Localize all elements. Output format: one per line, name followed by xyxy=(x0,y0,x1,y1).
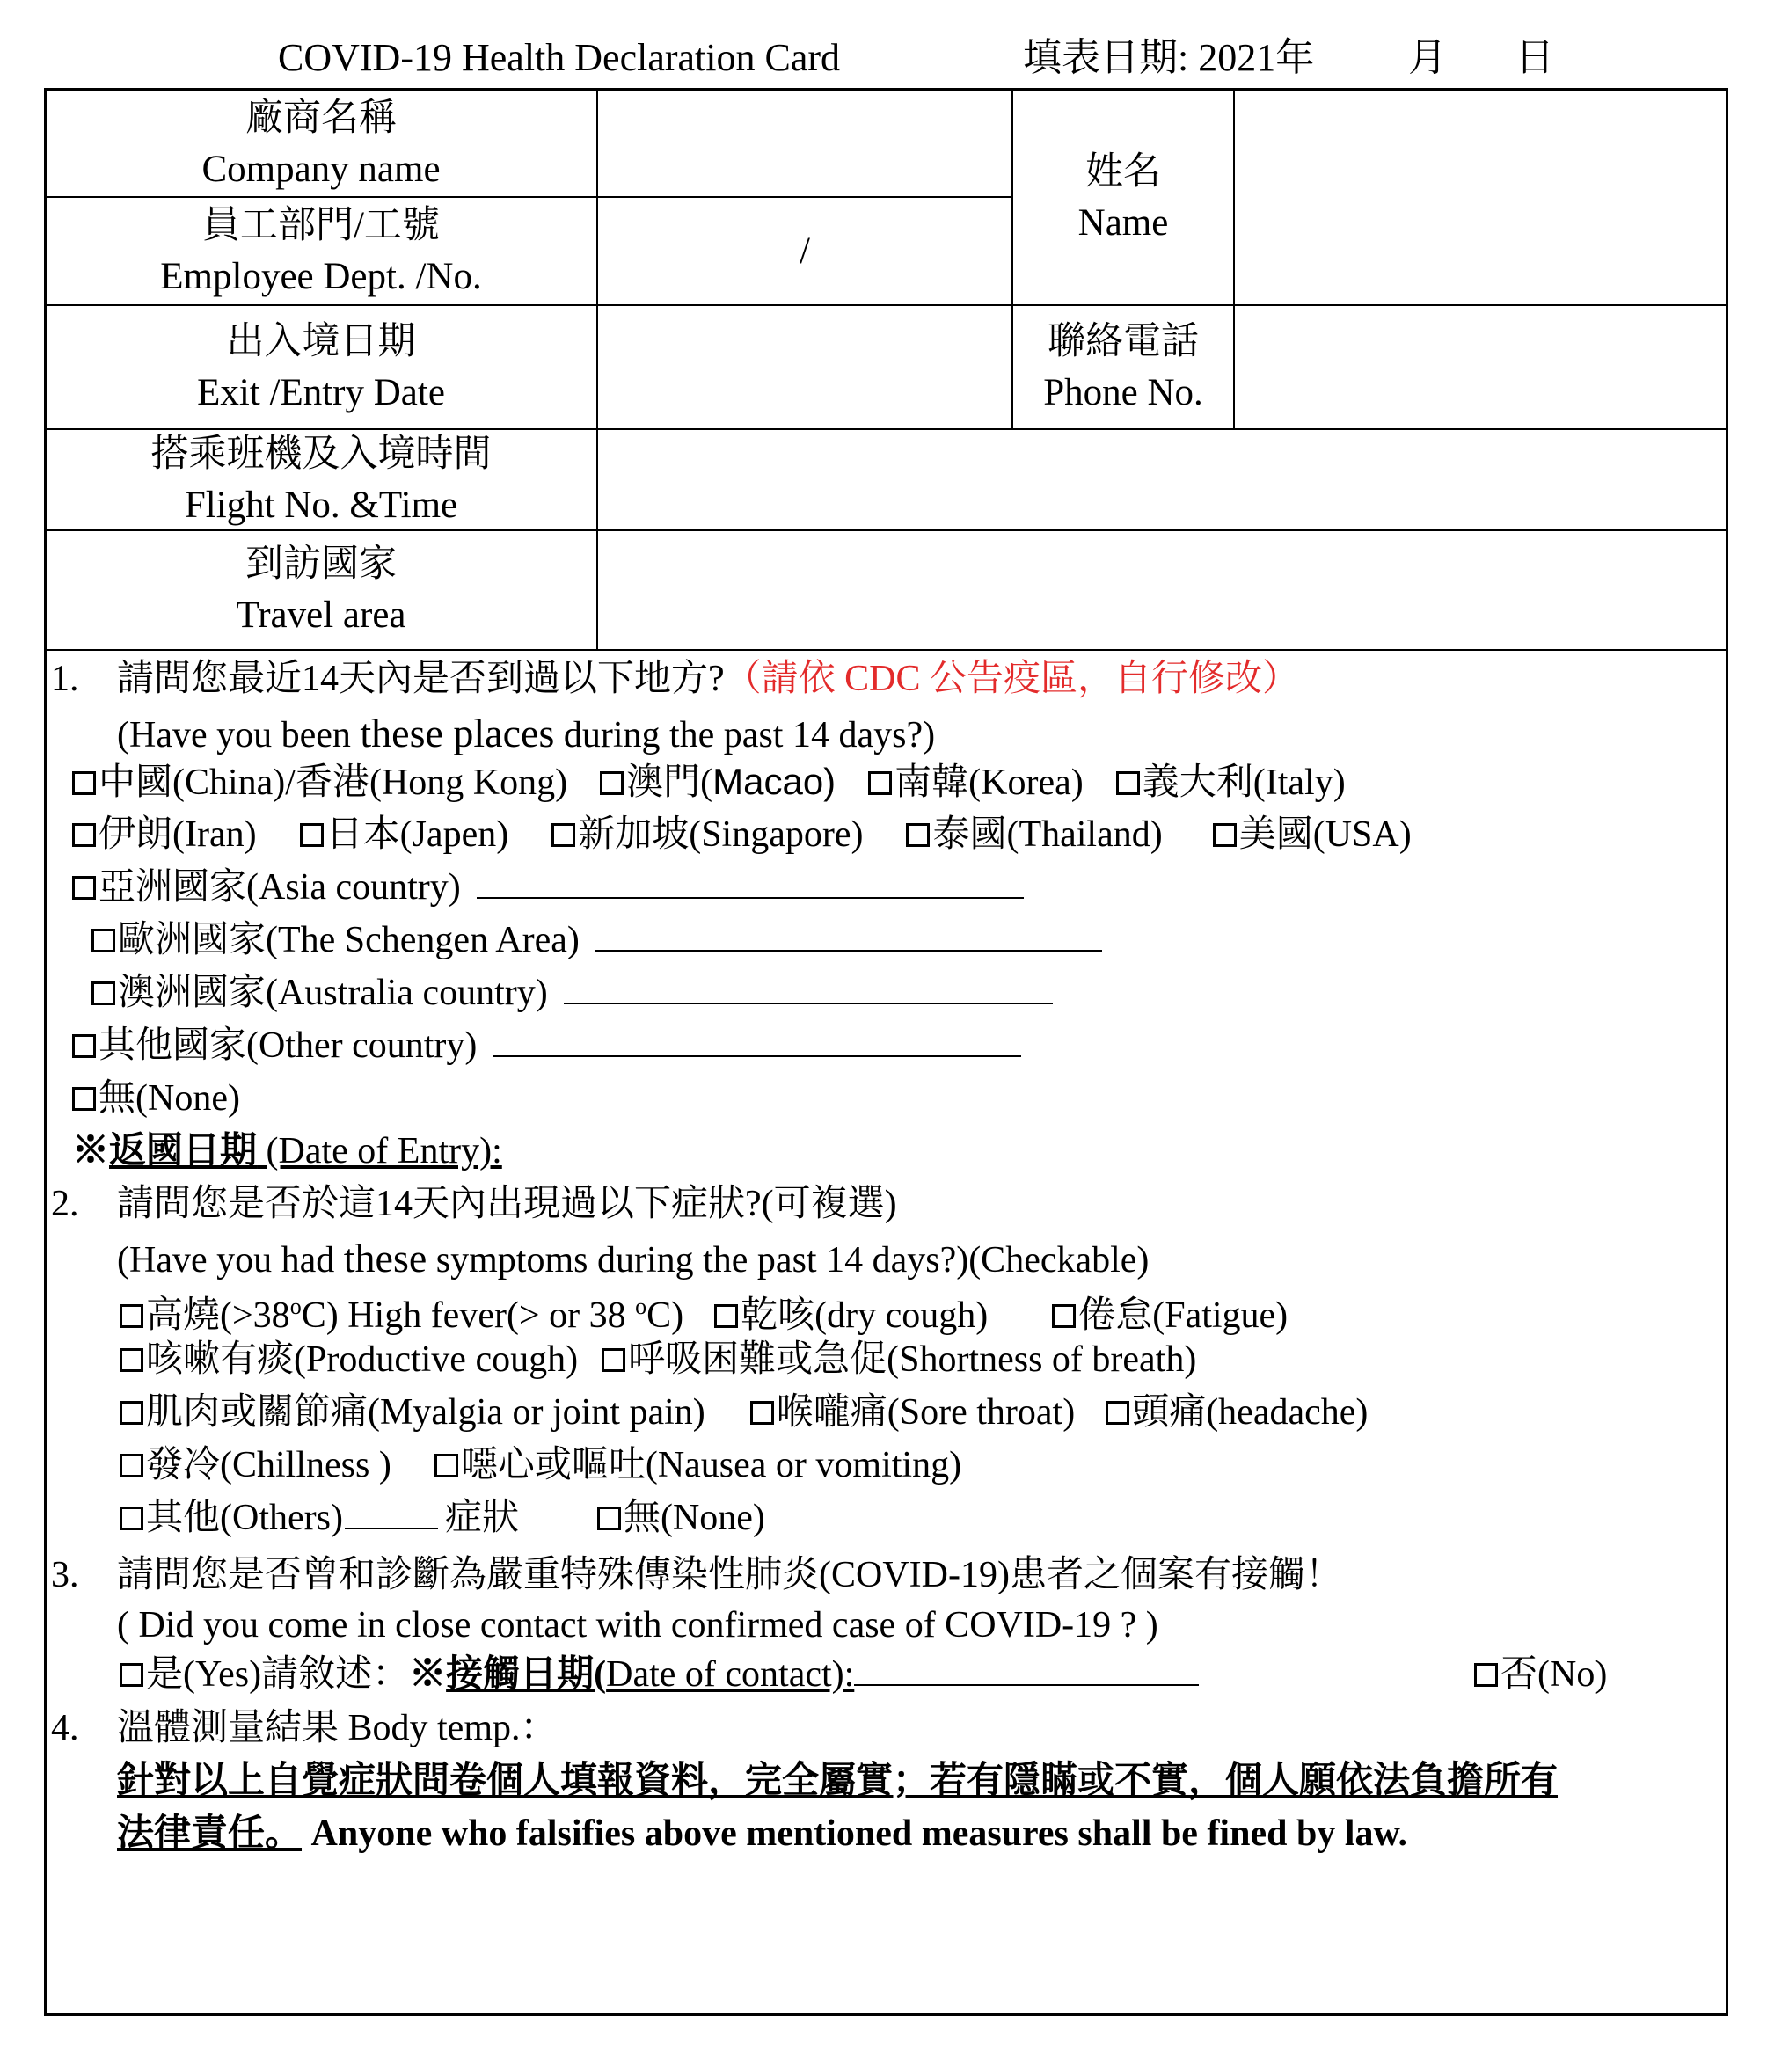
q2-question-en: (Have you had these symptoms during the past 14 days?)(Checkable) xyxy=(117,1236,1150,1280)
checkbox-other-country[interactable] xyxy=(72,1034,96,1058)
checkbox-others-symptom[interactable] xyxy=(120,1507,143,1530)
checkbox-none-q1[interactable] xyxy=(72,1087,96,1111)
month-label: 月 xyxy=(1408,36,1447,79)
checkbox-korea[interactable] xyxy=(868,771,892,795)
others-symptom-blank[interactable] xyxy=(345,1494,438,1529)
form-title: COVID-19 Health Declaration Card xyxy=(278,36,841,79)
checkbox-thailand[interactable] xyxy=(906,823,930,847)
declaration-line-2: 法律責任。 Anyone who falsifies above mentioned measures shall be fined by law. xyxy=(117,1813,1408,1854)
checkbox-asia[interactable] xyxy=(72,876,96,900)
company-name-label: 廠商名稱 Company name xyxy=(201,97,441,190)
declaration-line-1: 針對以上自覺症狀問卷個人填報資料，完全屬實；若有隱瞞或不實，個人願依法負擔所有 xyxy=(117,1761,1559,1801)
q3-option-yes: 是(Yes)請敘述：※接觸日期(Date of contact): xyxy=(120,1650,1199,1699)
phone-field[interactable] xyxy=(1235,306,1726,428)
checkbox-productive-cough[interactable] xyxy=(120,1348,143,1372)
q2-question: 請問您是否於這14天內出現過以下症狀?(可複選) xyxy=(117,1184,897,1224)
australia-country-blank[interactable] xyxy=(564,969,1053,1004)
checkbox-sore-throat[interactable] xyxy=(750,1401,774,1425)
checkbox-chillness[interactable] xyxy=(120,1454,143,1477)
company-name-field[interactable] xyxy=(598,91,1011,196)
checkbox-myalgia[interactable] xyxy=(120,1401,143,1425)
q3-number: 3. xyxy=(51,1555,79,1595)
checkbox-usa[interactable] xyxy=(1213,823,1237,847)
checkbox-shortness-of-breath[interactable] xyxy=(602,1348,625,1372)
employee-dept-label: 員工部門/工號 Employee Dept. /No. xyxy=(160,204,482,297)
q1-option-schengen: 歐洲國家(The Schengen Area) xyxy=(91,916,1102,965)
exit-entry-date-label: 出入境日期 Exit /Entry Date xyxy=(197,320,445,413)
q2-options-row-1: 高燒$(>38^oC)$ High fever(> or 38 $^o$C) 乾咳(dry cough) 倦怠(Fatigue) xyxy=(120,1282,1288,1340)
q1-option-other: 其他國家(Other country) xyxy=(72,1021,1021,1070)
q2-number: 2. xyxy=(51,1184,79,1224)
schengen-country-blank[interactable] xyxy=(595,916,1102,952)
q1-question: 請問您最近14天內是否到過以下地方?（請依 CDC 公告疫區，自行修改） xyxy=(117,659,1300,699)
q1-option-none: 無(None) xyxy=(72,1074,240,1123)
checkbox-australia[interactable] xyxy=(91,981,115,1005)
contact-date-blank[interactable] xyxy=(854,1651,1199,1686)
checkbox-dry-cough[interactable] xyxy=(714,1304,738,1328)
checkbox-contact-yes[interactable] xyxy=(120,1663,143,1687)
dept-slash: / xyxy=(800,230,810,272)
exit-entry-date-field[interactable] xyxy=(598,306,1011,428)
other-country-blank[interactable] xyxy=(493,1022,1021,1057)
q3-question: 請問您是否曾和診斷為嚴重特殊傳染性肺炎(COVID-19)患者之個案有接觸！ xyxy=(117,1555,1342,1595)
checkbox-iran[interactable] xyxy=(72,823,96,847)
q1-options-row-1: 中國(China)/香港(Hong Kong) 澳門(Macao) 南韓(Korea) 義大利(Italy) xyxy=(72,757,1346,807)
checkbox-high-fever[interactable] xyxy=(120,1304,143,1328)
q1-number: 1. xyxy=(51,659,79,699)
checkbox-schengen[interactable] xyxy=(91,929,115,952)
q3-option-no: 否(No) xyxy=(1474,1650,1607,1699)
q4-number: 4. xyxy=(51,1708,79,1748)
name-field[interactable] xyxy=(1235,91,1726,304)
q3-question-en: ( Did you come in close contact with confirmed case of COVID-19 ? ) xyxy=(117,1605,1158,1645)
checkbox-china[interactable] xyxy=(72,771,96,795)
q1-question-en: (Have you been these places during the past 14 days?) xyxy=(117,711,936,755)
checkbox-nausea[interactable] xyxy=(434,1454,458,1477)
q1-date-of-entry: ※返國日期 (Date of Entry): xyxy=(72,1131,502,1171)
q2-options-row-5: 其他(Others) 症狀 無(None) xyxy=(120,1493,765,1543)
employee-dept-field[interactable] xyxy=(598,198,1011,304)
q1-options-row-2: 伊朗(Iran) 日本(Japen) 新加坡(Singapore) 泰國(Thailand) 美國(USA) xyxy=(72,810,1412,859)
body-temp-label: 溫體測量結果 Body temp.： xyxy=(117,1708,558,1748)
checkbox-japan[interactable] xyxy=(300,823,324,847)
checkbox-headache[interactable] xyxy=(1106,1401,1129,1425)
q2-options-row-4: 發冷(Chillness ) 噁心或嘔吐(Nausea or vomiting) xyxy=(120,1441,961,1490)
q2-options-row-2: 咳嗽有痰(Productive cough) 呼吸困難或急促(Shortness of breath) xyxy=(120,1335,1196,1384)
flight-field[interactable] xyxy=(598,430,1726,529)
checkbox-macao[interactable] xyxy=(600,771,624,795)
checkbox-singapore[interactable] xyxy=(551,823,575,847)
flight-label: 搭乘班機及入境時間 Flight No. &Time xyxy=(150,433,492,526)
q1-option-asia: 亞洲國家(Asia country) xyxy=(72,863,1024,912)
checkbox-none-q2[interactable] xyxy=(597,1507,621,1530)
asia-country-blank[interactable] xyxy=(477,864,1024,899)
q1-red-note: （請依 CDC 公告疫區，自行修改） xyxy=(724,659,1300,699)
checkbox-fatigue[interactable] xyxy=(1052,1304,1076,1328)
fill-date-label: 填表日期: 2021年 xyxy=(1023,36,1315,79)
checkbox-contact-no[interactable] xyxy=(1474,1663,1498,1687)
day-label: 日 xyxy=(1515,36,1554,79)
checkbox-italy[interactable] xyxy=(1116,771,1140,795)
phone-label: 聯絡電話 Phone No. xyxy=(1043,320,1203,413)
q1-option-australia: 澳洲國家(Australia country) xyxy=(91,968,1053,1018)
travel-area-field[interactable] xyxy=(598,531,1726,649)
name-label: 姓名 Name xyxy=(1077,151,1169,244)
travel-area-label: 到訪國家 Travel area xyxy=(236,544,406,636)
q2-options-row-3: 肌肉或關節痛(Myalgia or joint pain) 喉嚨痛(Sore throat) 頭痛(headache) xyxy=(120,1388,1368,1437)
grid-line xyxy=(44,649,1728,651)
